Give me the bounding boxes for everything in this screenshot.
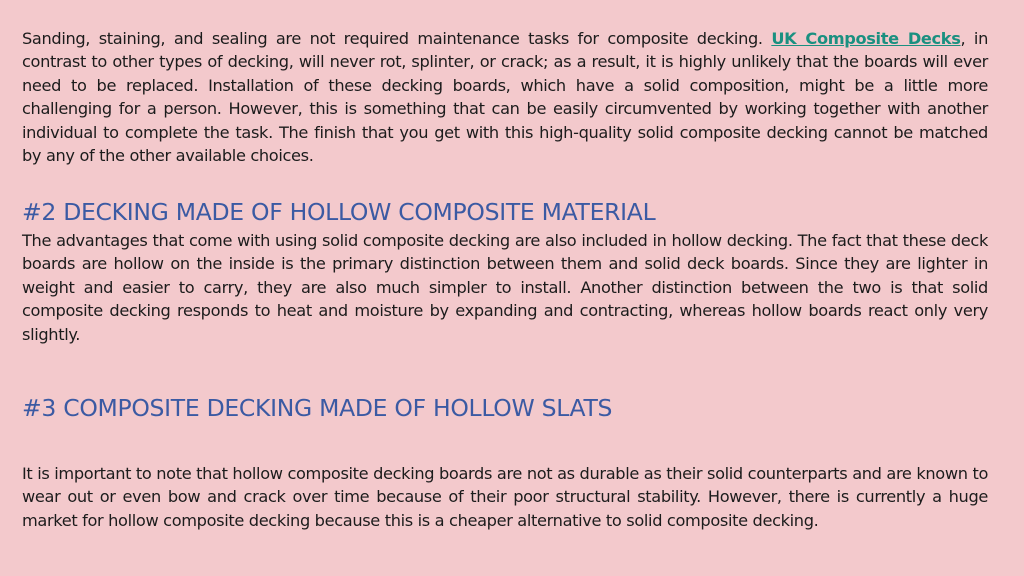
intro-paragraph	[22, 27, 988, 167]
hollow-composite-heading: #2 DECKING MADE OF HOLLOW COMPOSITE MATERIAL	[22, 198, 656, 226]
hollow-composite-paragraph: The advantages that come with using solid composite decking are also included in hollow decking. The fact that these deck boards are hollow on the inside is the primary distinction between them and solid deck boards. Since they are lighter in weight and easier to carry, they are also much simpler to install. Another distinction between the two is that solid composite decking responds to heat and moisture by expanding and contracting, whereas hollow boards react only very slightly.	[22, 231, 988, 344]
hollow-slats-paragraph: It is important to note that hollow composite decking boards are not as durable as their solid counterparts and are known to wear out or even bow and crack over time because of their poor structural stability. However, there is currently a huge market for hollow composite decking because this is a cheaper alternative to solid composite decking.	[22, 464, 988, 530]
intro-text-start: Sanding, staining, and sealing are not required maintenance tasks for composite decking.	[22, 29, 772, 48]
uk-composite-decks-link[interactable]: UK Composite Decks	[771, 29, 961, 48]
intro-text-end: , in contrast to other types of decking, will never rot, splinter, or crack; as a result, it is highly unlikely that the boards will ever need to be replaced. Installation of these decking boards, which have a solid composition, might be a little more challenging for a person. However, this is something that can be easily circumvented by working together with another individual to complete the task. The finish that you get with this high-quality solid composite decking cannot be matched by any of the other available choices.	[22, 29, 988, 166]
hollow-slats-heading: #3 COMPOSITE DECKING MADE OF HOLLOW SLATS	[22, 394, 613, 422]
